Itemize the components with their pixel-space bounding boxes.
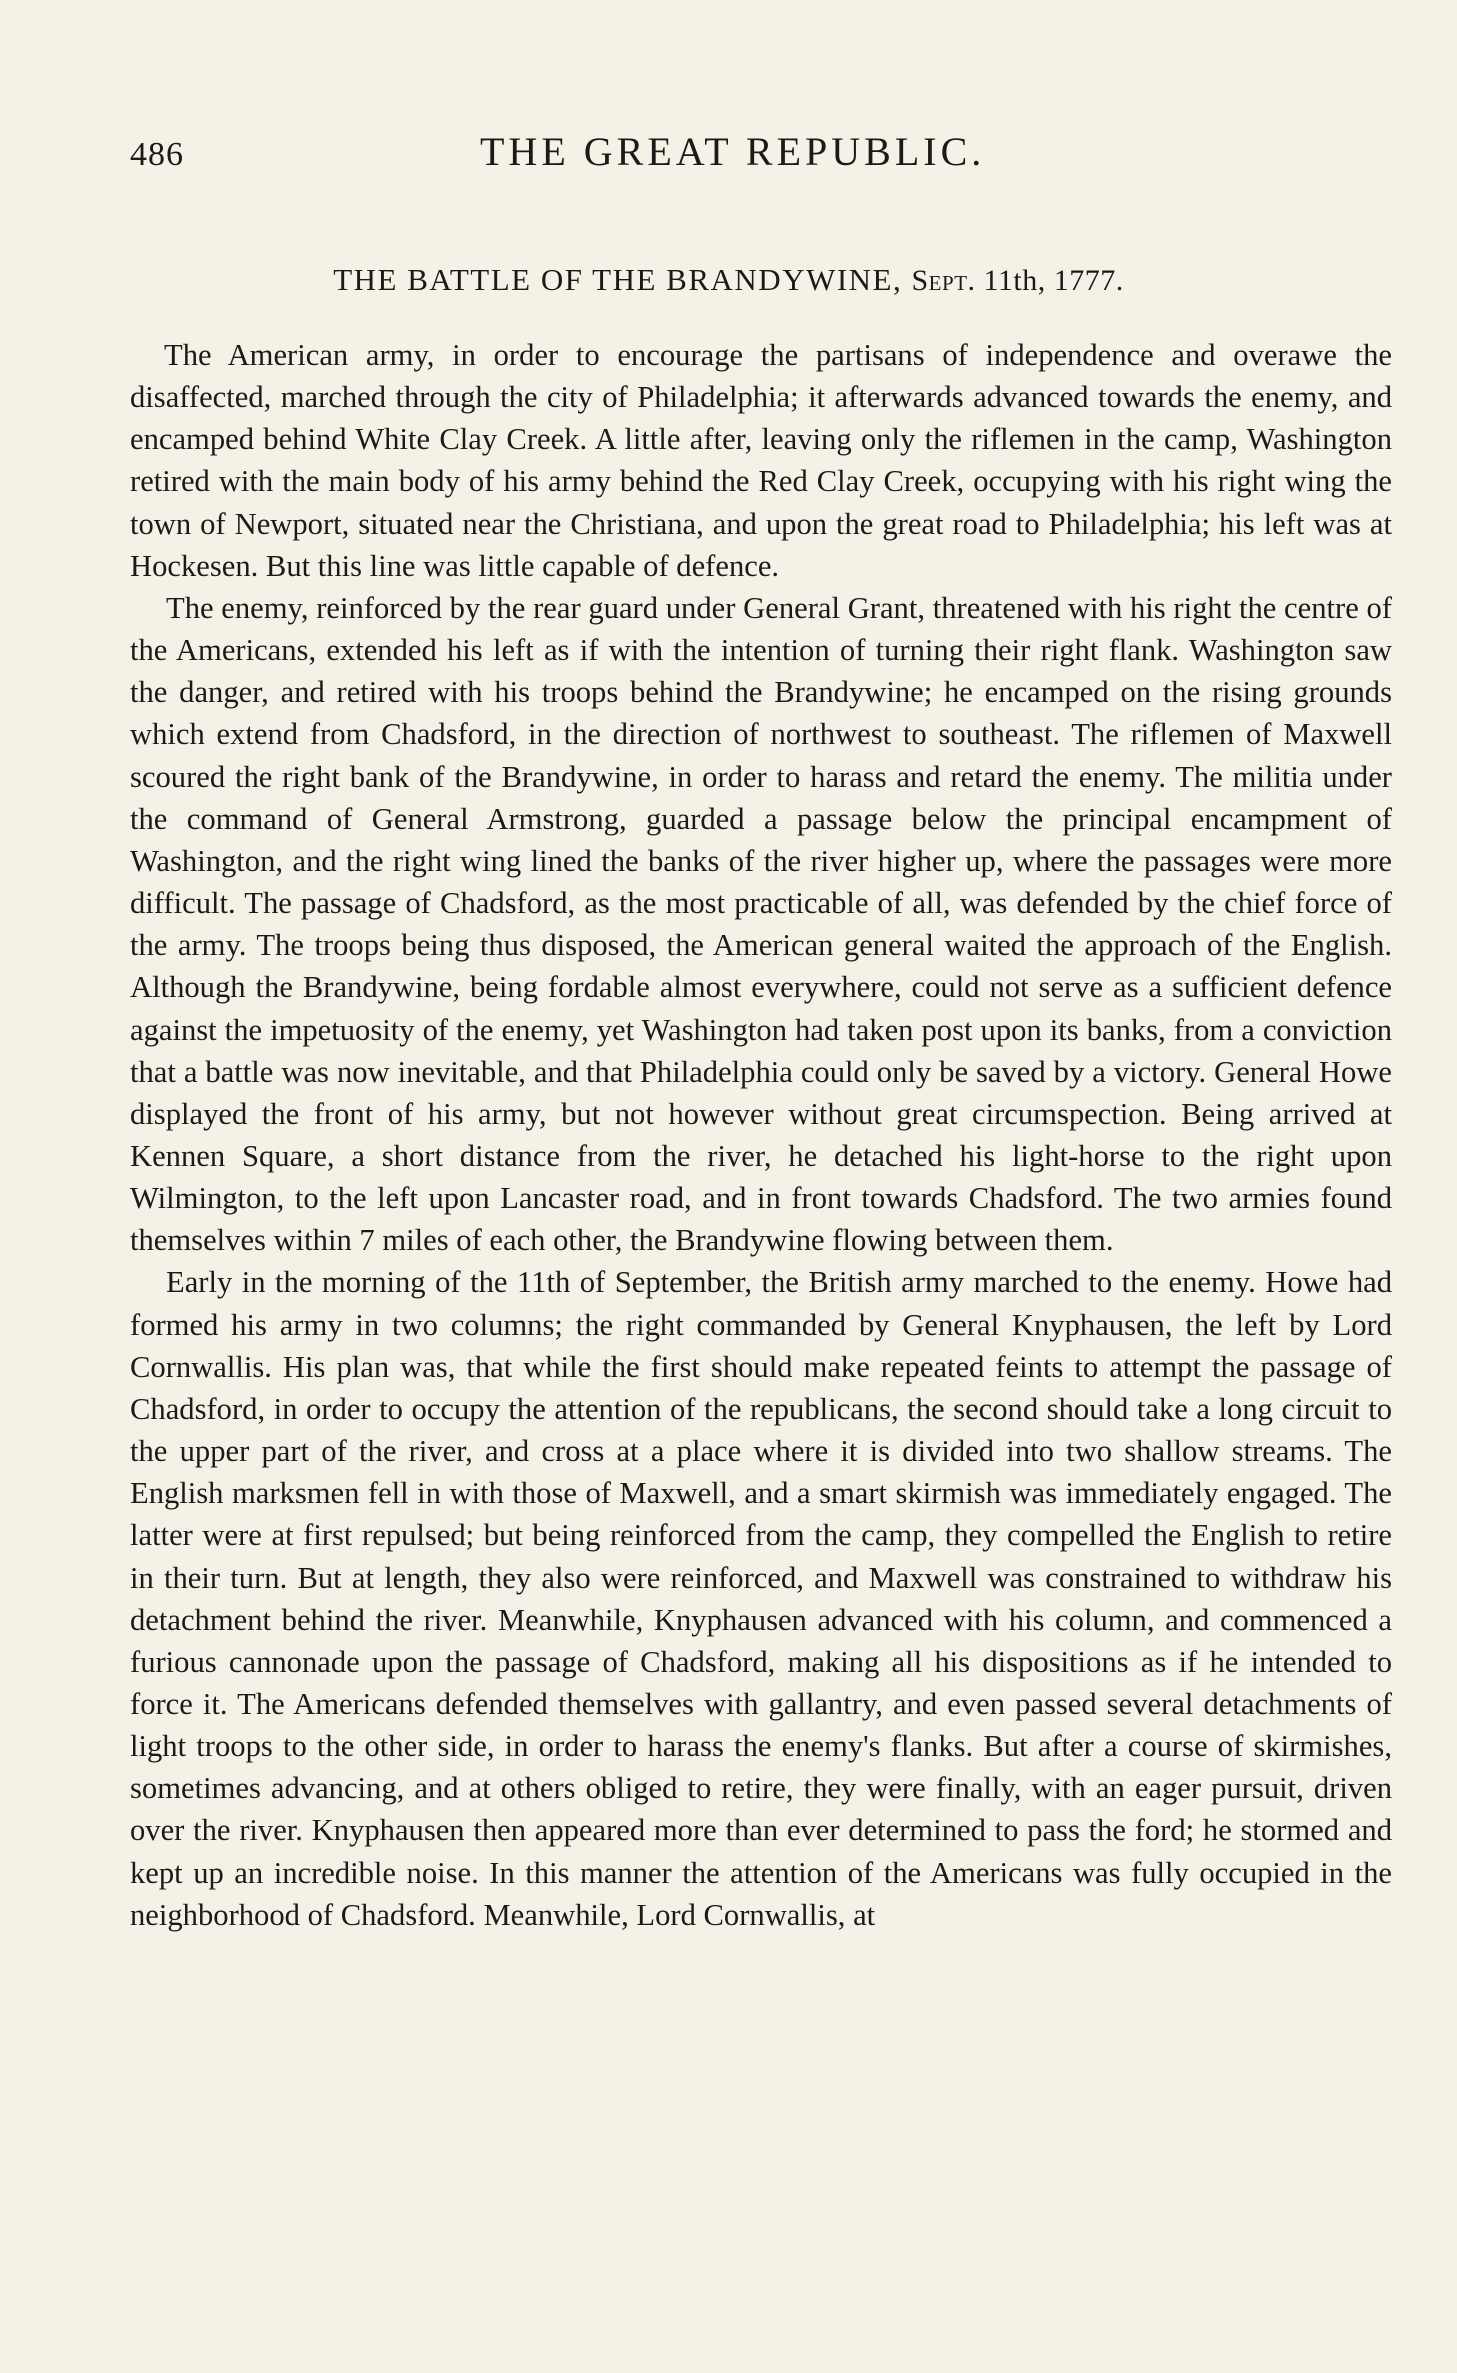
page-number: 486 [130, 136, 184, 173]
running-head [130, 128, 1400, 188]
chapter-date-rest: 11th, 1777. [983, 264, 1124, 297]
paragraph-3: Early in the morning of the 11th of September, the British army marched to the enemy. Howe had formed his army in two columns; the right commanded by General Knyphausen, the left by Lord Cornwallis. His plan was, that while the first should make repeated feints to attempt the passage of Chadsford, in order to occupy the attention of the republicans, the second should take a long circuit to the upper part of the river, and cross at a place where it is divided into two shallow streams. The English marksmen fell in with those of Maxwell, and a smart skirmish was immediately engaged. The latter were at first repulsed; but being reinforced from the camp, they compelled the English to retire in their turn. But at length, they also were reinforced, and Maxwell was constrained to withdraw his detachment behind the river. Meanwhile, Knyphausen advanced with his column, and commenced a furious cannonade upon the passage of Chadsford, making all his dispositions as if he intended to force it. The Americans defended themselves with gallantry, and even passed several detachments of light troops to the other side, in order to harass the enemy's flanks. But after a course of skirmishes, sometimes advancing, and at others obliged to retire, they were finally, with an eager pursuit, driven over the river. Knyphausen then appeared more than ever determined to pass the ford; he stormed and kept up an incredible noise. In this manner the attention of the Americans was fully occupied in the neighborhood of Chadsford. Meanwhile, Lord Cornwallis, at [130, 1265, 1392, 1932]
paragraph-2: The enemy, reinforced by the rear guard under General Grant, threatened with his right the centre of the Americans, extended his left as if with the intention of turning their right flank. Washington saw the danger, and retired with his troops behind the Brandywine; he encamped on the rising grounds which extend from Chadsford, in the direction of northwest to southeast. The riflemen of Maxwell scoured the right bank of the Brandywine, in order to harass and retard the enemy. The militia under the command of General Armstrong, guarded a passage below the principal encampment of Washington, and the right wing lined the banks of the river higher up, where the passages were more difficult. The passage of Chadsford, as the most practicable of all, was defended by the chief force of the army. The troops being thus disposed, the American general waited the approach of the English. Although the Brandywine, being fordable almost everywhere, could not serve as a sufficient defence against the impetuosity of the enemy, yet Washington had taken post upon its banks, from a conviction that a battle was now inevitable, and that Philadelphia could only be saved by a victory. General Howe displayed the front of his army, but not however without great circumspection. Being arrived at Kennen Square, a short distance from the river, he detached his light-horse to the right upon Wilmington, to the left upon Lancaster road, and in front towards Chadsford. The two armies found themselves within 7 miles of each other, the Brandywine flowing between them. [130, 590, 1392, 1258]
chapter-date-month: Sept. [911, 264, 976, 297]
paragraph-1: The American army, in order to encourage the partisans of independence and overawe the disaffected, marched through the city of Philadelphia; it afterwards advanced towards the enemy, and encamped behind White Clay Creek. A little after, leaving only the riflemen in the camp, Washington retired with the main body of his army behind the Red Clay Creek, occupying with his right wing the town of Newport, situated near the Christiana, and upon the great road to Philadelphia; his left was at Hockesen. But this line was little capable of defence. [130, 338, 1392, 583]
chapter-date [912, 264, 1124, 297]
chapter-heading [0, 262, 1457, 298]
running-title: THE GREAT REPUBLIC. [480, 129, 986, 174]
chapter-title: THE BATTLE OF THE BRANDYWINE, [333, 262, 903, 297]
body-text [130, 334, 1392, 1936]
